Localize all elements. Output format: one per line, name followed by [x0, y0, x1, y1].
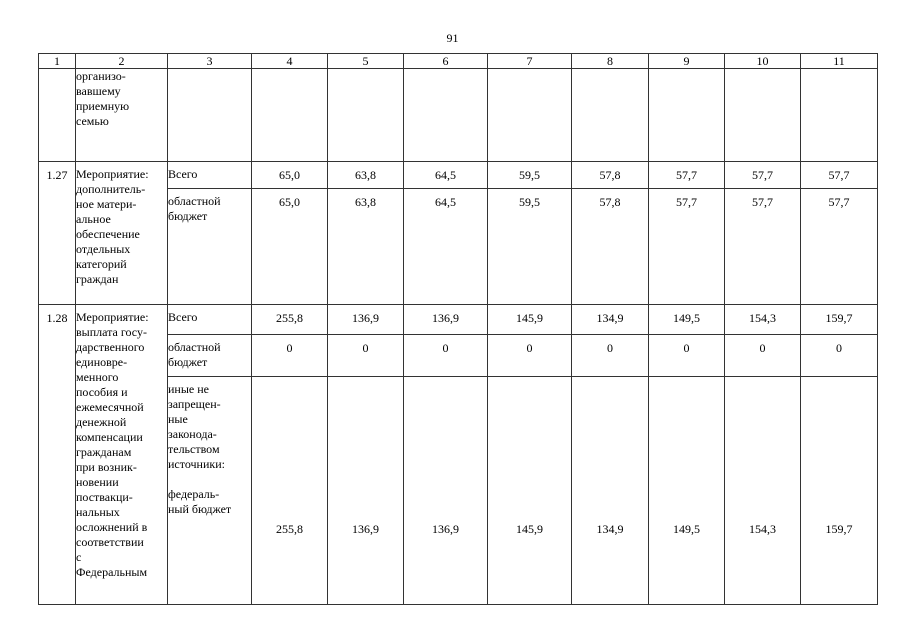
row-number-cell — [39, 162, 76, 305]
value-cell — [404, 335, 488, 377]
value-cell — [488, 305, 572, 335]
value-cell — [488, 162, 572, 189]
column-header: 9 — [649, 54, 725, 69]
value-text: 0 — [836, 341, 842, 355]
value-cell — [252, 189, 328, 305]
row-number: 1.27 — [46, 168, 68, 182]
value-text: 57,8 — [599, 195, 621, 209]
spacer — [168, 472, 251, 487]
table-row — [39, 305, 878, 335]
column-header: 8 — [572, 54, 649, 69]
value-cell — [488, 335, 572, 377]
value-text: 136,9 — [352, 311, 379, 325]
value-text: 0 — [442, 341, 449, 355]
value-cell — [801, 189, 878, 305]
value-cell — [801, 162, 878, 189]
value-cell — [252, 305, 328, 335]
header-row — [39, 54, 878, 69]
empty-cell — [488, 69, 572, 162]
value-text: 159,7 — [825, 522, 853, 536]
row-number-cell — [39, 305, 76, 605]
value-cell — [572, 335, 649, 377]
empty-cell — [649, 69, 725, 162]
value-cell — [488, 189, 572, 305]
value-cell — [801, 335, 878, 377]
value-cell — [649, 189, 725, 305]
column-header: 3 — [168, 54, 252, 69]
description-cell — [76, 305, 168, 605]
description-cell — [76, 162, 168, 305]
row-number-cell — [39, 69, 76, 162]
description-text: организо- вавшему приемную семью — [76, 69, 130, 128]
value-cell — [572, 162, 649, 189]
value-text: 159,7 — [825, 311, 853, 325]
value-cell — [572, 377, 649, 605]
value-text: 64,5 — [435, 168, 456, 182]
funding-source-cell — [168, 335, 252, 377]
value-cell — [801, 377, 878, 605]
value-text: 134,9 — [596, 311, 624, 325]
empty-cell — [801, 69, 878, 162]
column-header: 1 — [39, 54, 76, 69]
value-cell — [252, 335, 328, 377]
column-header: 2 — [76, 54, 168, 69]
value-text: 57,7 — [752, 195, 773, 209]
value-text: 149,5 — [673, 522, 700, 536]
value-cell — [328, 162, 404, 189]
value-text: 154,3 — [749, 311, 776, 325]
value-text: 145,9 — [516, 522, 543, 536]
value-text: 136,9 — [432, 311, 459, 325]
value-text: 255,8 — [276, 311, 303, 325]
table-row — [39, 162, 878, 189]
budget-table — [38, 53, 878, 605]
continuation-row — [39, 69, 878, 162]
value-cell — [649, 305, 725, 335]
value-cell — [725, 377, 801, 605]
value-cell — [328, 335, 404, 377]
funding-source-cell — [168, 189, 252, 305]
value-cell — [404, 189, 488, 305]
column-header: 6 — [404, 54, 488, 69]
value-text: 0 — [607, 341, 613, 355]
funding-source-cell — [168, 162, 252, 189]
value-text: 149,5 — [673, 311, 700, 325]
value-cell — [725, 162, 801, 189]
funding-source-label: Всего — [168, 167, 198, 181]
table-body — [39, 54, 878, 605]
value-cell — [252, 377, 328, 605]
value-text: 65,0 — [279, 195, 300, 209]
column-header: 11 — [801, 54, 878, 69]
value-cell — [404, 305, 488, 335]
funding-source-cell — [168, 377, 252, 605]
funding-source-label: Всего — [168, 310, 198, 324]
value-text: 57,7 — [676, 168, 697, 182]
column-header: 7 — [488, 54, 572, 69]
value-text: 57,7 — [752, 168, 773, 182]
empty-cell — [168, 69, 252, 162]
value-cell — [488, 377, 572, 605]
value-cell — [328, 377, 404, 605]
column-header: 5 — [328, 54, 404, 69]
description-text: Мероприятие: дополнитель- ное матери- альное обеспечение отдельных категорий граждан — [76, 167, 149, 286]
value-cell — [725, 305, 801, 335]
value-text: 136,9 — [352, 522, 379, 536]
value-text: 0 — [286, 341, 293, 355]
value-text: 63,8 — [355, 168, 376, 182]
value-cell — [725, 335, 801, 377]
description-cell — [76, 69, 168, 162]
value-text: 0 — [362, 341, 369, 355]
value-text: 154,3 — [749, 522, 776, 536]
value-text: 0 — [683, 341, 690, 355]
value-cell — [404, 377, 488, 605]
column-header: 10 — [725, 54, 801, 69]
empty-cell — [328, 69, 404, 162]
value-text: 57,7 — [676, 195, 697, 209]
value-text: 0 — [759, 341, 766, 355]
value-cell — [252, 162, 328, 189]
page-number: 91 — [446, 31, 459, 45]
funding-source-sublabel: федераль- ный бюджет — [168, 487, 232, 516]
value-cell — [649, 335, 725, 377]
value-text: 145,9 — [516, 311, 543, 325]
funding-source-label: областной бюджет — [168, 340, 221, 369]
value-text: 136,9 — [432, 522, 459, 536]
value-cell — [328, 305, 404, 335]
value-text: 63,8 — [355, 195, 376, 209]
column-header: 4 — [252, 54, 328, 69]
value-cell — [801, 305, 878, 335]
value-cell — [404, 162, 488, 189]
value-text: 0 — [526, 341, 533, 355]
value-cell — [572, 189, 649, 305]
value-cell — [649, 377, 725, 605]
value-cell — [725, 189, 801, 305]
value-cell — [649, 162, 725, 189]
value-text: 134,9 — [596, 522, 624, 536]
funding-source-label: областной бюджет — [168, 194, 221, 223]
value-text: 57,7 — [828, 195, 850, 209]
description-text: Мероприятие: выплата госу- дарственного единовре- менного пособия и ежемесячной денежной компенсации гражданам при возник- новении поствакци- нальных осложнений в соответствии с Федеральным — [76, 310, 149, 579]
value-text: 57,8 — [599, 168, 621, 182]
empty-cell — [252, 69, 328, 162]
value-cell — [328, 189, 404, 305]
value-text: 64,5 — [435, 195, 456, 209]
funding-source-label: иные не запрещен- ные законода- тельством источники: — [168, 382, 225, 471]
value-text: 59,5 — [519, 195, 540, 209]
empty-cell — [725, 69, 801, 162]
value-text: 57,7 — [828, 168, 850, 182]
empty-cell — [572, 69, 649, 162]
funding-source-cell — [168, 305, 252, 335]
value-text: 255,8 — [276, 522, 303, 536]
empty-cell — [404, 69, 488, 162]
value-text: 65,0 — [279, 168, 300, 182]
value-text: 59,5 — [519, 168, 540, 182]
row-number: 1.28 — [46, 311, 68, 325]
value-cell — [572, 305, 649, 335]
